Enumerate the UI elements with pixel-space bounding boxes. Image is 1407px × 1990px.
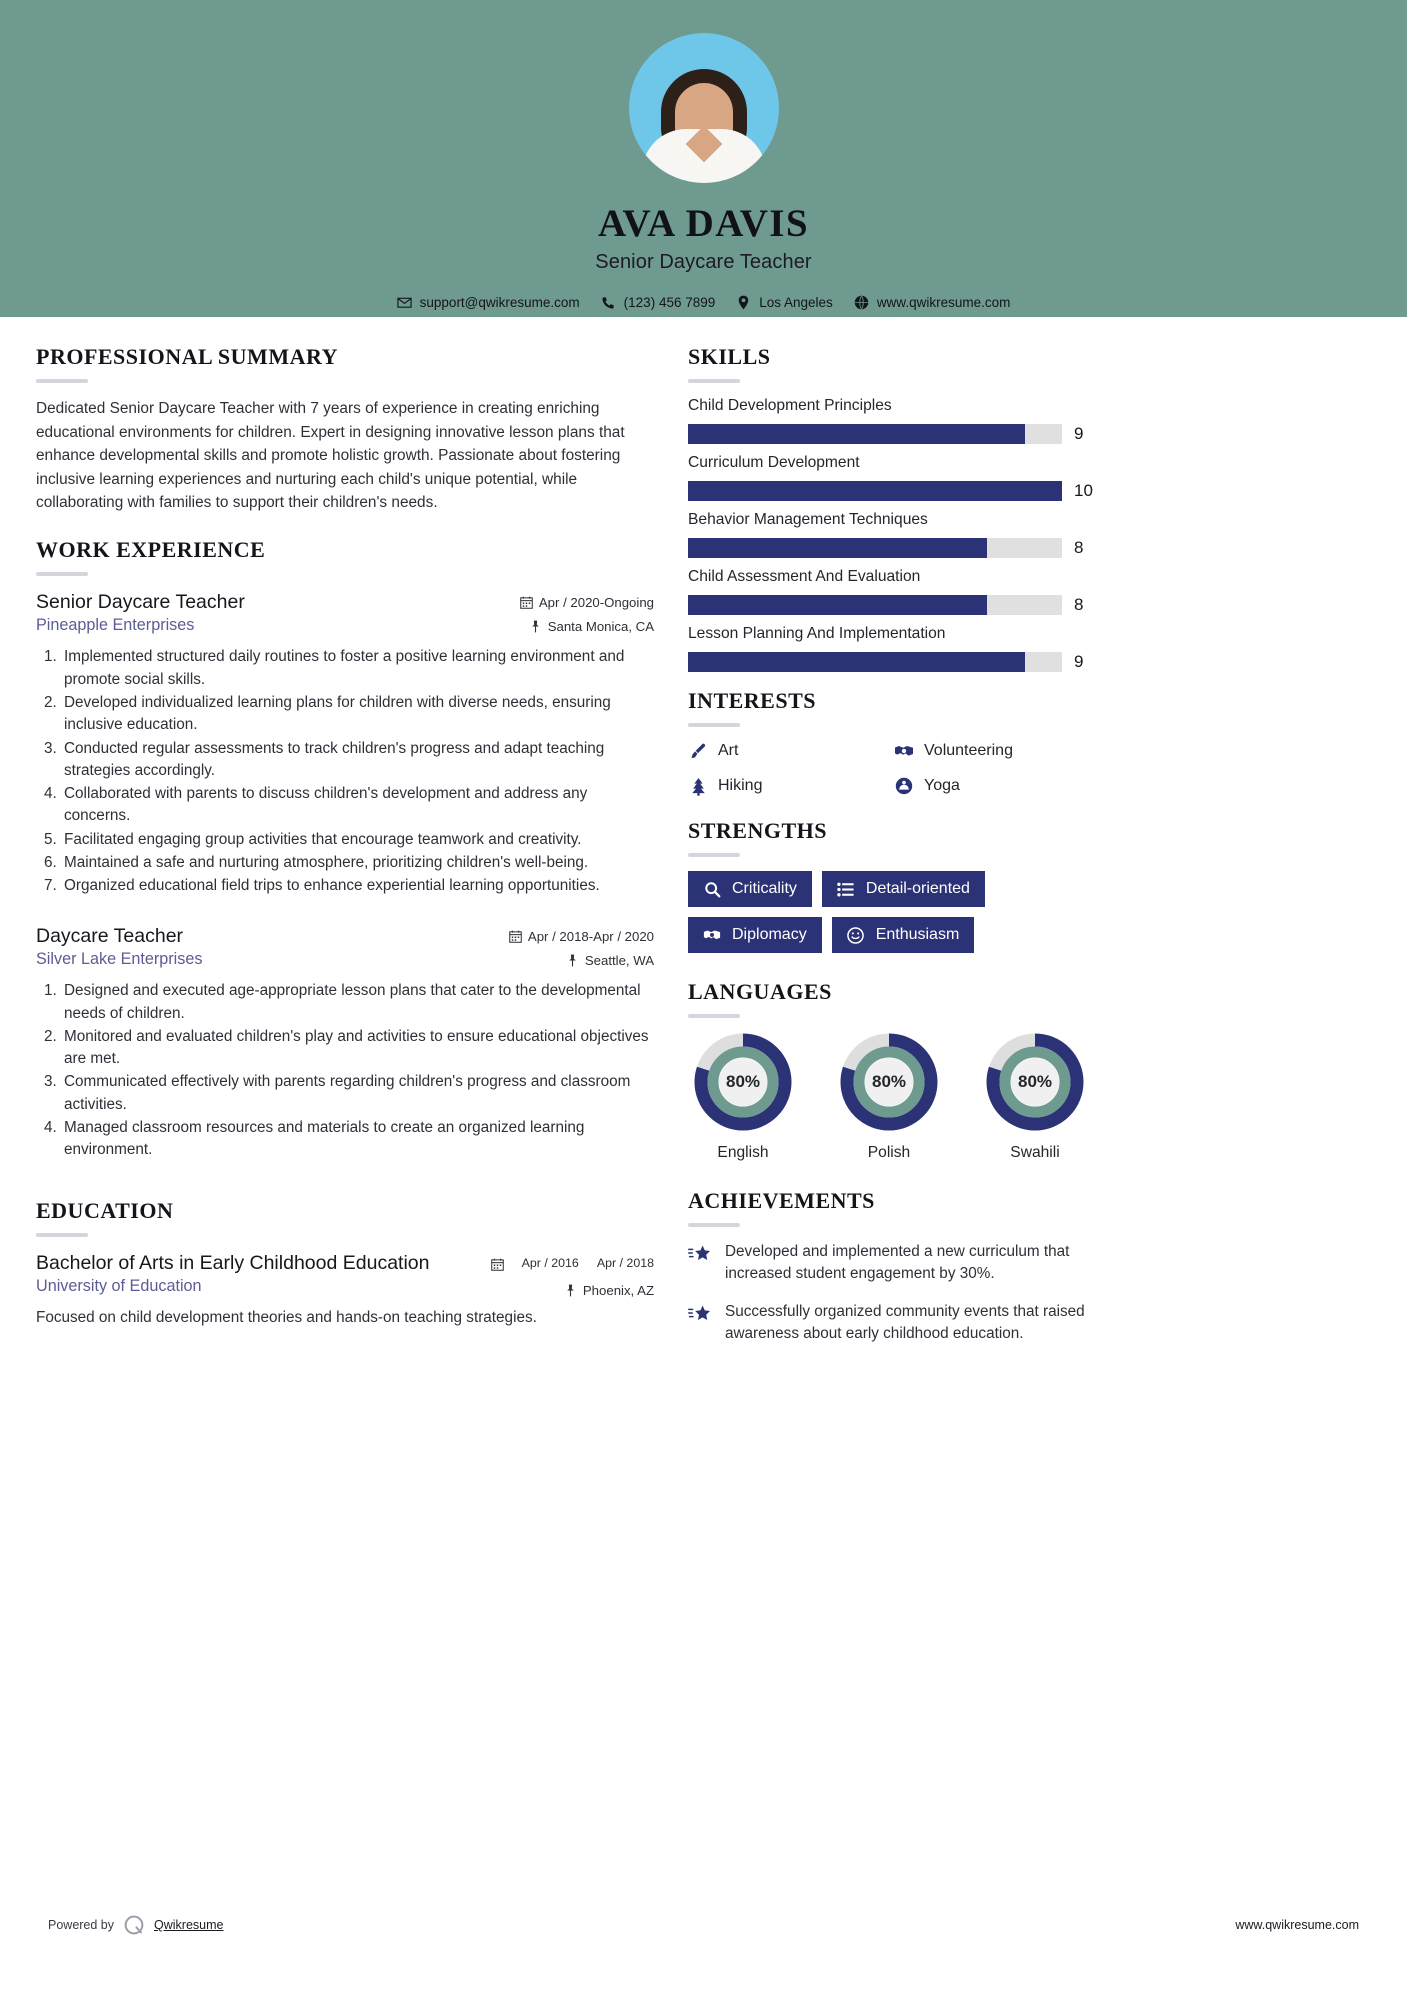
map-pin-icon [736, 295, 751, 310]
languages-heading: LANGUAGES [688, 979, 832, 1004]
language-ring [693, 1032, 793, 1132]
skill-value: 8 [1074, 595, 1084, 614]
work-entry [36, 590, 654, 898]
work-bullet-list [36, 980, 654, 1162]
skill-item [688, 511, 1100, 558]
work-bullet: 4. Collaborated with parents to discuss children's development and address any concerns. [61, 783, 654, 828]
skill-value: 10 [1074, 481, 1093, 500]
list-icon [837, 880, 855, 898]
work-bullet: 7. Organized educational field trips to enhance experiential learning opportunities. [61, 875, 654, 897]
interest-item [688, 776, 894, 796]
education-description: Focused on child development theories and hands-on teaching strategies. [36, 1308, 537, 1326]
interest-item [894, 776, 1100, 796]
language-item [980, 1032, 1090, 1162]
skill-value: 9 [1074, 424, 1084, 443]
education-date-start: Apr / 2016 [521, 1255, 579, 1270]
achievement-text: Developed and implemented a new curriculum that increased student engagement by 30%. [725, 1243, 1070, 1283]
contact-bar [397, 295, 1011, 310]
interest-label: Yoga [924, 777, 960, 794]
work-bullet: 2. Monitored and evaluated children's play and activities to ensure educational objectives are met. [61, 1026, 654, 1071]
calendar-icon [520, 596, 533, 609]
language-ring [985, 1032, 1085, 1132]
strength-label: Diplomacy [732, 926, 807, 943]
paintbrush-icon [688, 741, 708, 761]
work-company: Pineapple Enterprises [36, 616, 195, 635]
work-job-title: Daycare Teacher [36, 924, 184, 947]
skill-value: 9 [1074, 652, 1084, 671]
work-bullet-list [36, 646, 654, 898]
section-rule [688, 1014, 740, 1018]
education-heading: EDUCATION [36, 1197, 174, 1223]
section-interests [688, 688, 1100, 796]
work-location-text: Santa Monica, CA [547, 618, 654, 634]
section-skills [688, 344, 1100, 672]
avatar-portrait [642, 57, 766, 183]
work-bullet: 3. Conducted regular assessments to track children's progress and adapt teaching strategies accordingly. [61, 738, 654, 783]
section-rule [36, 379, 88, 383]
language-ring [839, 1032, 939, 1132]
strength-chip-criticality[interactable] [688, 871, 812, 907]
candidate-role: Senior Daycare Teacher [595, 251, 812, 273]
skill-bar-track [688, 595, 1062, 615]
education-location [489, 1283, 654, 1298]
language-item [834, 1032, 944, 1162]
section-strengths [688, 818, 1100, 953]
language-percent: 80% [871, 1072, 907, 1091]
education-date-end: Apr / 2018 [596, 1255, 654, 1270]
work-dates-text: Apr / 2020-Ongoing [538, 594, 654, 610]
interests-heading: INTERESTS [688, 688, 817, 713]
contact-phone[interactable] [601, 295, 716, 310]
skill-value: 8 [1074, 538, 1084, 557]
section-rule [688, 1223, 740, 1227]
contact-website[interactable] [854, 295, 1011, 310]
work-dates-text: Apr / 2018-Apr / 2020 [527, 928, 654, 944]
achievement-item [688, 1241, 1100, 1286]
skill-item [688, 454, 1100, 501]
language-percent: 80% [725, 1072, 761, 1091]
language-name: English [717, 1144, 769, 1161]
section-rule [36, 572, 88, 576]
avatar [629, 33, 779, 183]
education-school: University of Education [36, 1277, 202, 1296]
work-location [489, 619, 654, 634]
summary-heading: PROFESSIONAL SUMMARY [36, 344, 338, 369]
summary-text: Dedicated Senior Daycare Teacher with 7 years of experience in creating enriching educational environments for children. Expert in designing innovative lesson plans that enhance developmental skills and promote holistic growth. Passionate about fostering inclusive learning experiences and nurturing each child's unique potential, while collaborating with families to support their children's needs. [36, 400, 625, 512]
smiley-icon [847, 926, 865, 944]
interest-label: Art [718, 742, 739, 759]
section-professional-summary [36, 344, 654, 515]
work-location [489, 953, 654, 968]
work-bullet: 2. Developed individualized learning plans for children with diverse needs, ensuring inclusive education. [61, 692, 654, 737]
contact-phone-text: (123) 456 7899 [623, 295, 716, 310]
section-work-experience [36, 537, 654, 1162]
left-column [36, 317, 654, 1360]
work-location-text: Seattle, WA [584, 952, 654, 968]
contact-location-text: Los Angeles [759, 295, 833, 310]
strength-label: Criticality [732, 880, 797, 897]
envelope-icon [397, 295, 412, 310]
qwikresume-logo-icon [123, 1914, 145, 1936]
section-achievements [688, 1188, 1100, 1345]
strength-chip-diplomacy[interactable] [688, 917, 822, 953]
star-badge-icon [688, 1304, 712, 1328]
interest-label: Volunteering [924, 742, 1013, 759]
skill-item [688, 397, 1100, 444]
work-bullet: 1. Designed and executed age-appropriate lesson plans that cater to the developmental needs of children. [61, 980, 654, 1025]
work-entry [36, 924, 654, 1162]
language-name: Polish [867, 1144, 911, 1161]
section-education [36, 1198, 654, 1329]
skill-bar-fill [688, 424, 1025, 444]
work-bullet: 3. Communicated effectively with parents regarding children's progress and classroom activities. [61, 1071, 654, 1116]
resume-body [0, 317, 1407, 1360]
right-column [688, 317, 1100, 1360]
pushpin-icon [564, 1284, 577, 1297]
skill-label: Child Development Principles [688, 397, 892, 414]
work-bullet: 1. Implemented structured daily routines to foster a positive learning environment and promote social skills. [61, 646, 654, 691]
education-entry [36, 1251, 654, 1329]
resume-footer [0, 1914, 1407, 1936]
language-name: Swahili [1010, 1144, 1060, 1161]
section-rule [36, 1233, 88, 1237]
section-rule [688, 379, 740, 383]
skill-bar-fill [688, 538, 987, 558]
globe-icon [854, 295, 869, 310]
interest-item [688, 741, 894, 761]
skill-label: Curriculum Development [688, 454, 860, 471]
achievements-heading: ACHIEVEMENTS [688, 1188, 875, 1213]
skill-bar-fill [688, 652, 1025, 672]
contact-website-text: www.qwikresume.com [876, 295, 1011, 310]
powered-by-block [48, 1914, 223, 1936]
strength-chip-detail-oriented[interactable] [822, 871, 985, 907]
language-item [688, 1032, 798, 1162]
strength-label: Enthusiasm [875, 926, 960, 943]
achievement-item [688, 1301, 1100, 1346]
pushpin-icon [566, 954, 579, 967]
strength-chip-enthusiasm[interactable] [832, 917, 975, 953]
star-badge-icon [688, 1244, 712, 1268]
education-location-text: Phoenix, AZ [582, 1282, 654, 1298]
education-dates [489, 1256, 654, 1271]
candidate-name: AVA DAVIS [598, 202, 809, 245]
yoga-icon [894, 776, 914, 796]
magnifier-icon [703, 880, 721, 898]
tree-icon [688, 776, 708, 796]
work-bullet: 6. Maintained a safe and nurturing atmosphere, prioritizing children's well-being. [61, 852, 654, 874]
pushpin-icon [529, 620, 542, 633]
calendar-icon [491, 1258, 504, 1271]
qwikresume-link[interactable]: Qwikresume [154, 1918, 224, 1932]
interest-item [894, 741, 1100, 761]
skill-bar-fill [688, 481, 1062, 501]
work-heading: WORK EXPERIENCE [36, 536, 266, 562]
phone-icon [601, 295, 616, 310]
language-percent: 80% [1017, 1072, 1053, 1091]
section-rule [688, 723, 740, 727]
work-dates [489, 595, 654, 610]
work-dates [489, 929, 654, 944]
footer-website-url[interactable]: www.qwikresume.com [1235, 1918, 1359, 1932]
interest-label: Hiking [718, 777, 763, 794]
skill-bar-track [688, 652, 1062, 672]
work-company: Silver Lake Enterprises [36, 950, 203, 969]
contact-location[interactable] [736, 295, 833, 310]
skill-bar-track [688, 481, 1062, 501]
skill-label: Behavior Management Techniques [688, 511, 928, 528]
skill-bar-fill [688, 595, 987, 615]
work-bullet: 5. Facilitated engaging group activities that encourage teamwork and creativity. [61, 829, 654, 851]
work-job-title: Senior Daycare Teacher [36, 590, 245, 613]
strength-label: Detail-oriented [865, 880, 970, 897]
handshake-icon [703, 926, 721, 944]
contact-email[interactable] [397, 295, 580, 310]
skills-heading: SKILLS [688, 344, 771, 369]
skill-label: Lesson Planning And Implementation [688, 625, 946, 642]
skill-label: Child Assessment And Evaluation [688, 568, 921, 585]
contact-email-text: support@qwikresume.com [419, 295, 580, 310]
resume-header [0, 0, 1407, 317]
skill-item [688, 625, 1100, 672]
powered-by-label: Powered by [48, 1918, 115, 1932]
section-languages [688, 979, 1100, 1162]
handshake-icon [894, 741, 914, 761]
skill-bar-track [688, 538, 1062, 558]
education-degree: Bachelor of Arts in Early Childhood Education [36, 1251, 430, 1274]
achievement-text: Successfully organized community events that raised awareness about early childhood education. [725, 1302, 1085, 1342]
strengths-heading: STRENGTHS [688, 818, 827, 843]
work-bullet: 4. Managed classroom resources and materials to create an organized learning environment. [61, 1117, 654, 1162]
section-rule [688, 853, 740, 857]
calendar-icon [509, 930, 522, 943]
skill-bar-track [688, 424, 1062, 444]
skill-item [688, 568, 1100, 615]
